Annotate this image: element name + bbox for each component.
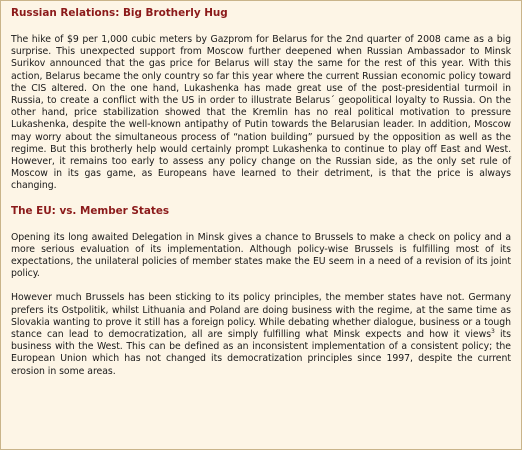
section-title-russian-relations: Russian Relations: Big Brotherly Hug: [11, 7, 228, 19]
paragraph-member-states-part-2: its business with the West. This can be defined as an inconsistent implementation of a consistent policy; the European Union which has not changed its democratization principles since 1997, despite the current erosion in some areas.: [11, 329, 511, 377]
section-title-eu-member-states: The EU: vs. Member States: [11, 204, 170, 217]
paragraph-member-states-part-1: However much Brussels has been sticking to its policy principles, the member states have not. Germany prefers its Ostpolitik, whilst Lithuania and Poland are doing business with the regime, at the same time as Slovakia wanting to prove it still has a foreign policy. While debating whether dialogue, business or a tough stance can lead to democratization, all are simply fulfilling what Minsk expects and how it views: [11, 292, 511, 341]
paragraph-gas-price: The hike of $9 per 1,000 cubic meters by Gazprom for Belarus for the 2nd quarter of 2008 came as a big surprise. This unexpected support from Moscow further deepened when Russian Ambassador to Minsk Surikov announced that the gas price for Belarus will stay the same for the rest of this year. With this action, Belarus became the only country so far this year where the current Russian economic policy toward the CIS altered. On the one hand, Lukashenka has made great use of the post-presidential turmoil in Russia, to create a conflict with the US in order to illustrate Belarus´ geopolitical loyalty to Russia. On the other hand, price stabilization showed that the Kremlin has no real political motivation to pressure Lukashenka, despite the well-known antipathy of Putin towards the Belarusian leader. In addition, Moscow may worry about the simultaneous process of “nation building” pursued by the opposition as well as the regime. But this brotherly help would certainly prompt Lukashenka to continue to play off East and West. However, it remains too early to assess any policy change on the Russian side, as the only set rule of Moscow in its gas game, as Europeans have learned to their detriment, is that the price is always changing.: [11, 34, 511, 192]
paragraph-eu-delegation: Opening its long awaited Delegation in Minsk gives a chance to Brussels to make a check on policy and a more serious evaluation of its implementation. Although policy-wise Brussels is fulfilling most of its expectations, the unilateral policies of member states make the EU seem in a need of a revision of its joint policy.: [11, 231, 511, 280]
paragraph-member-states: [11, 292, 511, 377]
footnote-ref[interactable]: 3: [491, 327, 495, 335]
